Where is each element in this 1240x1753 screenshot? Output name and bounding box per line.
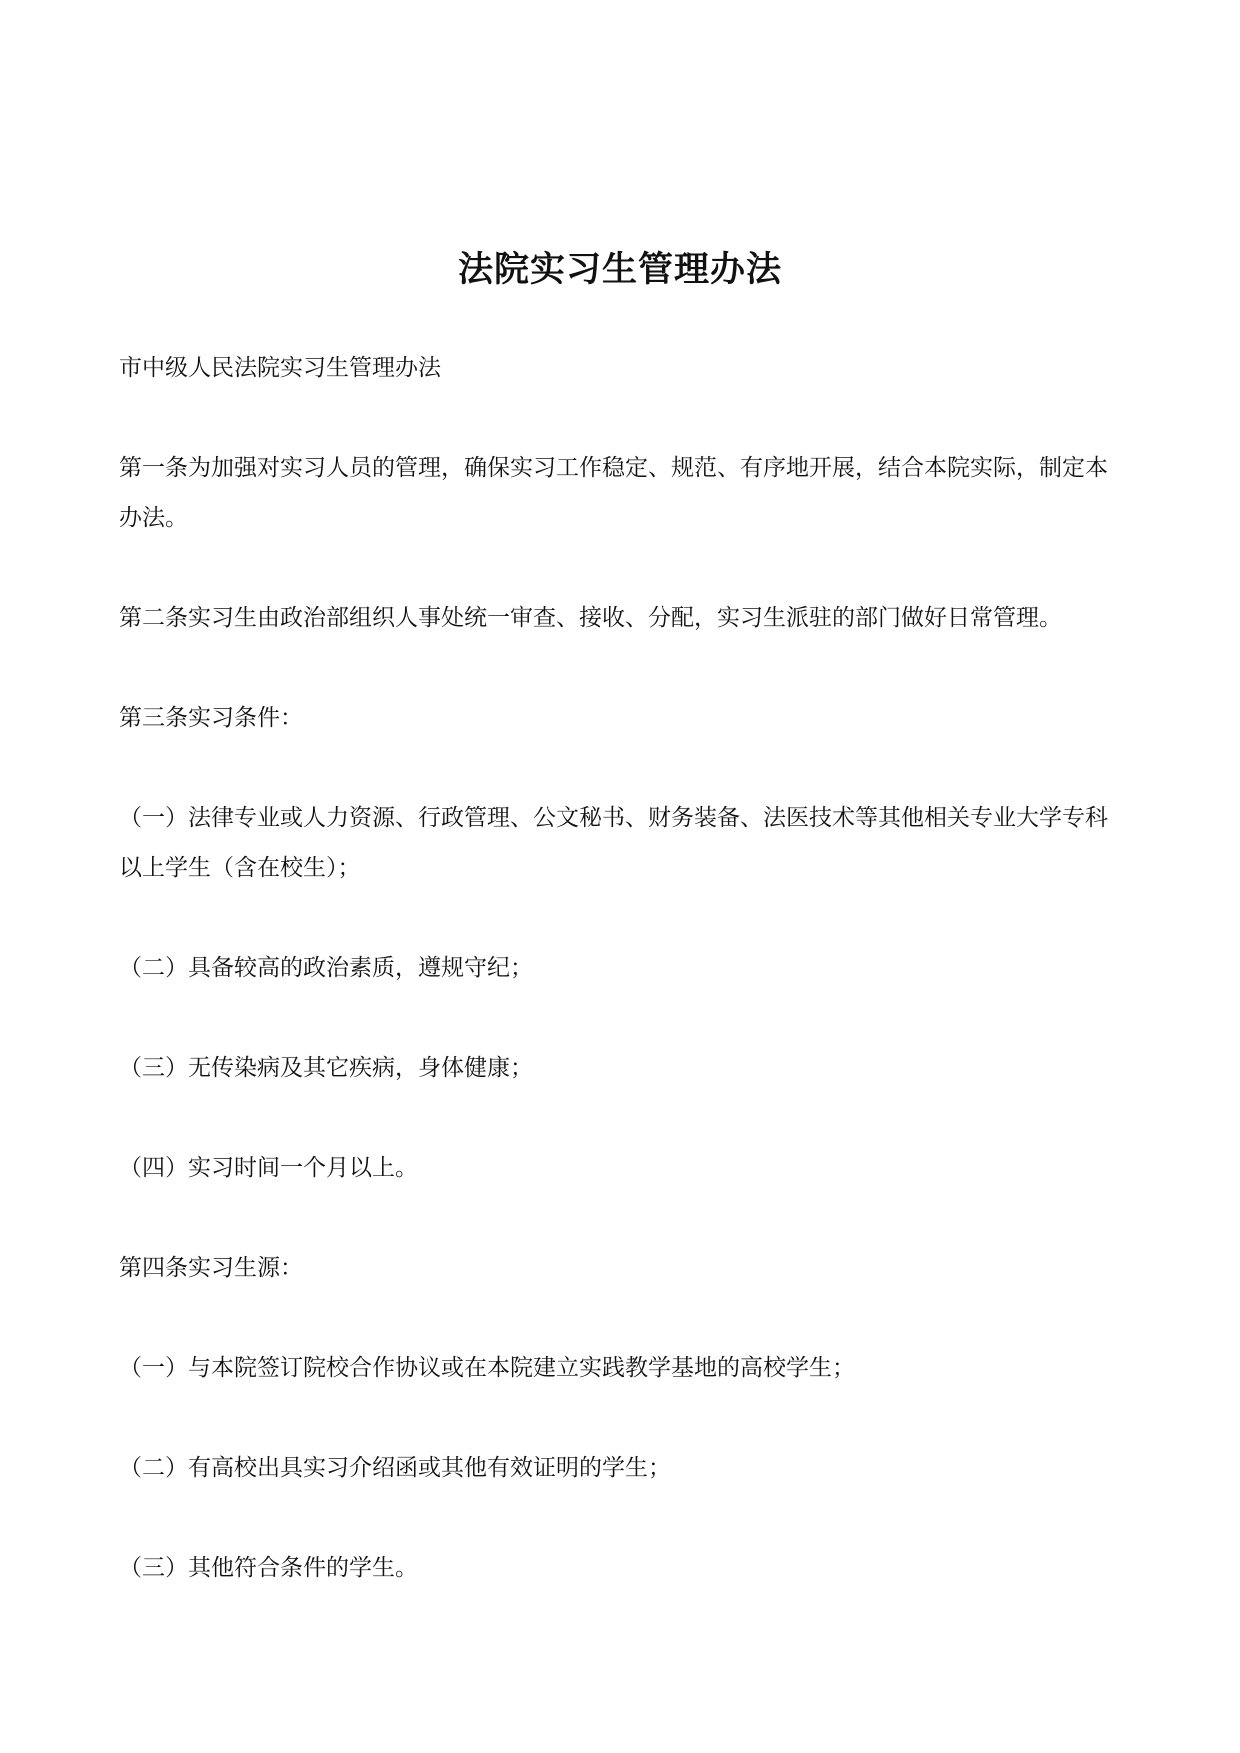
paragraph-article-1: 第一条为加强对实习人员的管理，确保实习工作稳定、规范、有序地开展，结合本院实际，制定本办法。 — [119, 455, 1108, 531]
paragraph-article-3: 第三条实习条件： — [119, 705, 303, 731]
paragraph-condition-1: （一）法律专业或人力资源、行政管理、公文秘书、财务装备、法医技术等其他相关专业大学专科以上学生（含在校生）； — [119, 805, 1108, 881]
paragraph-source-3: （三）其他符合条件的学生。 — [119, 1555, 418, 1581]
paragraph-article-4: 第四条实习生源： — [119, 1255, 303, 1281]
paragraph-condition-3: （三）无传染病及其它疾病，身体健康； — [119, 1055, 533, 1081]
paragraph-article-2: 第二条实习生由政治部组织人事处统一审查、接收、分配，实习生派驻的部门做好日常管理。 — [119, 605, 1062, 631]
paragraph-condition-2: （二）具备较高的政治素质，遵规守纪； — [119, 955, 533, 981]
paragraph-subtitle: 市中级人民法院实习生管理办法 — [119, 355, 441, 381]
paragraph-source-2: （二）有高校出具实习介绍函或其他有效证明的学生； — [119, 1455, 671, 1481]
paragraph-condition-4: （四）实习时间一个月以上。 — [119, 1155, 418, 1181]
document-title: 法院实习生管理办法 — [457, 249, 782, 291]
paragraph-source-1: （一）与本院签订院校合作协议或在本院建立实践教学基地的高校学生； — [119, 1355, 855, 1381]
